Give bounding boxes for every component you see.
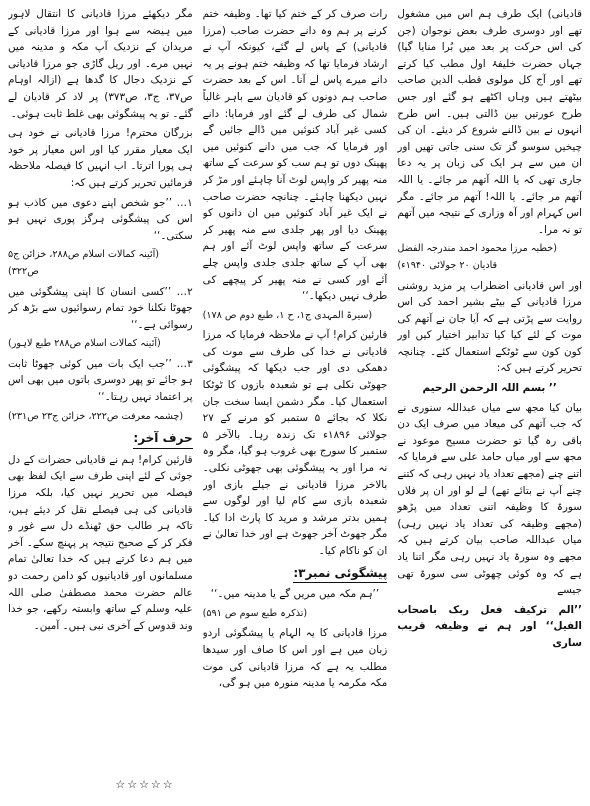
quote: ’’ہم مکہ میں مریں گے یا مدینہ میں۔‘‘ bbox=[210, 588, 380, 601]
column-left bbox=[8, 6, 193, 796]
paragraph: رات صرف کر کے ختم کیا تھا۔ وظیفہ ختم کرنے پر ہم وہ دانے حضرت صاحب (مرزا قادیانی) کے پاس لے گئے، کیونکہ آپ نے ارشاد فرمایا تھا کہ وظیفہ ختم ہونے پر یہ دانے میرے پاس لے آنا۔ اس کے بعد حضرت صاحب ہم دونوں کو قادیان سے باہر غالباً شمال کی طرف لے گئے اور فرمایا: دانے کسی غیر آباد کنوئیں میں ڈالے جائیں گے اور فرمایا کہ جب میں دانے کنوئیں میں پھینک دوں تو ہم سب کو سرعت کے ساتھ منہ پھیر کر واپس لوٹ آنا چاہئے اور مڑ کر نہیں دیکھنا چاہئے۔ چنانچہ حضرت صاحب نے ایک غیر آباد کنوئیں میں ان دانوں کو پھینک دیا اور پھر جلدی سے منہ پھیر کر سرعت کے ساتھ واپس لوٹ آئے اور ہم بھی آپ کے ساتھ جلدی جلدی واپس چلے آئے اور کسی نے منہ پھیر کر پیچھے کی طرف نہیں دیکھا۔‘‘ bbox=[202, 8, 388, 303]
paragraph: بزرگان محترم! مرزا قادیانی نے خود ہی ایک معیار مقرر کیا اور اس معیار پر خود ہی پورا اترتا۔ اب انہیں کا فیصلہ ملاحظہ فرمائیں تحریر کرتے ہیں کہ: bbox=[7, 127, 193, 189]
citation: (تذکرہ طبع سوم ص ۵۹۱) bbox=[202, 607, 308, 619]
column-right bbox=[397, 6, 582, 796]
quote: ۱… ’’جو شخص اپنے دعوی میں کاذب ہو اس کی پیشگوئی ہرگز پوری نہیں ہو سکتی۔‘‘ bbox=[7, 196, 193, 242]
quote: ۳… ’’جب ایک بات میں کوئی جھوٹا ثابت ہو جائے تو پھر دوسری باتوں میں بھی اس پر اعتماد نہیں رہتا۔‘‘ bbox=[7, 357, 193, 404]
paragraph: قارئین کرام! ہم نے قادیانی حضرات کے دل جوئی کے لئے اپنی طرف سے ایک لفظ بھی فیصلہ میں تحریر نہیں کیا، بلکہ مرزا قادیانی کی ہی فیصلے نقل کر دیئے ہیں، تاکہ ہر طالب حق ٹھنڈے دل سے غور و فکر کر کے صحیح نتیجہ پر پہنچ سکے۔ آخر میں ہم دعا کرتے ہیں کہ خدا تعالیٰ تمام مسلمانوں اور قادیانیوں کو دامن رحمت دو عالم حضرت محمد مصطفیٰ صلی اللہ علیہ وسلم کے ساتھ وابستہ رکھے، جو خدا وند قدوس کے آخری نبی ہیں۔ آمین۔ bbox=[7, 453, 193, 632]
paragraph: مرزا قادیانی کا یہ الہام یا پیشگوئی اردو زبان میں ہے اور اس کا صاف اور سیدھا مطلب یہ ہے کہ مرزا قادیانی کی موت مکہ مکرمہ یا مدینہ منورہ میں ہو گی، bbox=[202, 627, 388, 690]
bismillah-line: ’’ بسم اللہ الرحمن الرحیم bbox=[422, 382, 557, 395]
paragraph: بیان کیا مجھ سے میاں عبداللہ سنوری نے کہ جب آتھم کی میعاد میں صرف ایک دن باقی رہ گیا تو حضرت مسیح موعود نے مجھ سے اور میاں حامد علی سے فرمایا کہ اتنے چنے (مجھے تعداد یاد نہیں رہی کہ کتنے چنے آپ نے بتائے تھے) لے لو اور ان پر فلاں سورۃ کا وظیفہ اتنی تعداد میں پڑھو (مجھے وظیفہ کی تعداد یاد نہیں رہی) میاں عبداللہ صاحب بیان کرتے ہیں کہ مجھے وہ سورۃ یاد نہیں رہی مگر اتنا یاد ہے کہ وہ کوئی چھوٹی سی سورۃ تھی جیسے bbox=[397, 401, 582, 597]
text-columns bbox=[8, 6, 582, 796]
paragraph: اور اس قادیانی اضطراب پر مزید روشنی مرزا قادیانی کے بیٹے بشیر احمد کی اس روایت سے پڑتی ہے کہ آیا جان نے آتھم کی موت کے لئے کیا کیا تدابیر اختیار کیں اور کون کون سے ٹوٹکے استعمال کئے۔ چنانچہ تحریر کرتے ہیں کہ: bbox=[397, 279, 582, 375]
citation: (آئینہ کمالات اسلام ص۲۸۸ طبع لاہور) bbox=[7, 338, 161, 350]
citation: (خطبہ مرزا محمود احمد مندرجہ الفضل قادیان ۲۰ جولائی ۱۹۴۰ء) bbox=[397, 243, 557, 271]
section-heading: پیشگوئی نمبر۳: bbox=[293, 565, 387, 584]
paragraph: قادیانی) ایک طرف ہم اس میں مشغول تھے اور دوسری طرف بعض نوجوان (جن کی اس حرکت پر بعد میں بُرا منایا گیا) جہاں حضرت خلیفۂ اول مطب کیا کرتے تھے اور آج کل مولوی قطب الدین صاحب بیٹھتے ہیں وہاں اکٹھے ہو گئے اور جس طرح عورتیں بین ڈالتی ہیں۔ اس طرح انہوں نے بین ڈالنے شروع کر دیئے۔ ان کی چیخیں سوسو گز تک سنی جاتی تھیں اور ان میں سے ہر ایک کی زبان پر یہ دعا جاری تھی کہ یا اللہ آتھم مر جائے۔ یا اللہ آتھم مر جائے۔ یا اللہ! آتھم مر جائے۔ مگر اس کہرام اور آہ وزاری کے نتیجہ میں آتھم تو نہ مرا۔ bbox=[397, 8, 582, 236]
citation: (سیرۃ المہدی ج۱، ح ۱، طبع دوم ص ۱۷۸) bbox=[202, 309, 373, 321]
citation: (آئینہ کمالات اسلام ص۲۸۸، خزائن ج۵ ص۳۲۲) bbox=[7, 249, 160, 277]
paragraph: مگر دیکھئے مرزا قادیانی کا انتقال لاہور میں ہیضہ سے ہوا اور مرزا قادیانی کے مریدان کے نزدیک آپ مکہ و مدینہ میں نہیں مرے۔ اور ریل گاڑی جو مرزا قادیانی کے نزدیک دجال کا گدھا ہے (ازالہ اوہام ص۳۷، ج۳، ص۳۷۳) پر لاد کر قادیان لے گئے۔ تو یہ پیشگوئی بھی غلط ثابت ہوئی۔ bbox=[7, 8, 193, 120]
column-middle bbox=[203, 6, 388, 796]
quote: ۲… ’’کسی انسان کا اپنی پیشگوئی میں جھوٹا نکلنا خود تمام رسوائیوں سے بڑھ کر رسوائی ہے۔‘‘ bbox=[7, 285, 193, 331]
paragraph: ’’الم ترکیف فعل ربک باصحاب الفیل‘‘ اور ہم نے وظیفہ قریب ساری bbox=[397, 603, 582, 649]
section-heading: حرف آخر: bbox=[133, 430, 192, 449]
star-divider-icon: ☆☆☆☆☆ bbox=[115, 778, 175, 792]
paragraph: قارئین کرام! آپ نے ملاحظہ فرمایا کہ مرزا قادیانی نے خدا کی طرف سے موت کی دھمکی دی اور جب دیکھا کہ پیشگوئی جھوٹی نکلی ہے تو شعبدہ بازوں کا ٹوٹکا استعمال کیا۔ مگر دشمن ایسا سخت جان نکلا کہ بجائے ۵ ستمبر کو مرنے کے ۲۷ جولائی ۱۸۹۶ء تک زندہ رہا۔ بالآخر ۵ ستمبر کا سورج بھی غروب ہو گیا، مگر وہ نہ مرا اور یہ پیشگوئی بھی جھوٹی نکلی۔ بالاخر مرزا قادیانی نے جیلے بازی اور شعبدہ بازی سے کام لیا اور لوگوں سے ہمیں بدتر مرشد و مرید کا پارٹ ادا کیا۔ مگر جھوٹ آخر جھوٹ ہے اور خدا تعالیٰ نے ان کو ناکام کیا۔ bbox=[202, 329, 388, 557]
citation: (چشمہ معرفت ص۲۲۲، خزائن ج۲۳ ص۲۳۱) bbox=[7, 410, 184, 422]
